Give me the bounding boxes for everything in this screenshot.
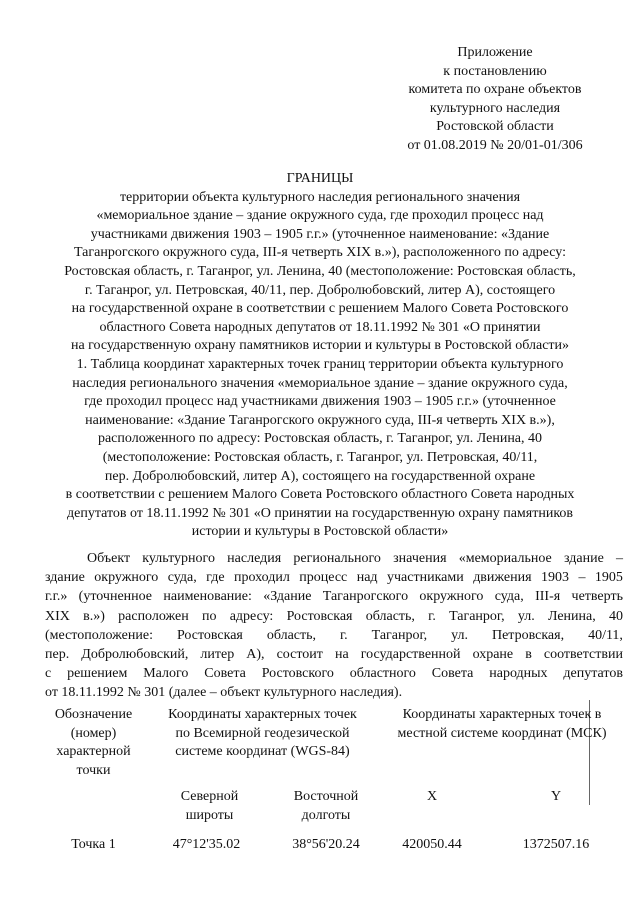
title-line: Таганрогского окружного суда, III-я четверть XIX в.»), расположенного по адресу: [73, 245, 567, 261]
title-line: участниками движения 1903 – 1905 г.г.» (уточненное наименование: «Здание [90, 226, 550, 242]
table-caption-line: 1. Таблица координат характерных точек границ территории объекта культурного [76, 357, 564, 372]
paragraph-word: регионального [293, 551, 381, 566]
table-caption-line: где проходил процесс над участниками движения 1903 – 1905 г.г.» (уточненное [84, 394, 556, 410]
title-line: «мемориальное здание – здание окружного суда, где проходил процесс над [96, 208, 544, 224]
paragraph-word: ул. [517, 608, 535, 624]
paragraph-word: Малого [143, 666, 189, 682]
table-caption-line: наследия регионального значения «мемориальное здание – здание окружного суда, [72, 375, 568, 391]
appendix-line: Приложение [457, 45, 533, 60]
paragraph-word: в [525, 647, 532, 663]
title-line: областного Совета народных депутатов от 18.11.1992 № 301 «О принятии [99, 319, 541, 335]
title-line: территории объекта культурного наследия регионального значения [119, 189, 521, 205]
table-row [45, 826, 623, 855]
paragraph-word: Ростовского [261, 666, 334, 682]
appendix-line: Ростовской области [436, 119, 554, 135]
subheader-north-latitude: Северной широты [180, 789, 239, 823]
description-paragraph [45, 549, 623, 703]
paragraph-word: 40/11, [588, 627, 623, 643]
table-caption-line: в соответствии с решением Малого Совета Ростовского областного Совета народных [65, 487, 575, 503]
paragraph-word: над [356, 570, 378, 586]
paragraph-word: движения [473, 570, 532, 586]
paragraph-word: проходил [234, 570, 290, 586]
paragraph-word: – [578, 570, 586, 586]
paragraph-line [45, 607, 623, 626]
subheader-east-longitude: Восточной долготы [293, 789, 359, 823]
appendix-line: культурного наследия [429, 100, 561, 116]
paragraph-line [45, 549, 623, 568]
paragraph-word: Добролюбовский, [81, 647, 189, 663]
paragraph-word: Таганрогского [322, 589, 409, 605]
paragraph-line [45, 645, 623, 664]
paragraph-word: процесс [299, 570, 348, 586]
paragraph-word: наследия [227, 551, 282, 566]
paragraph-word: состоит [276, 647, 323, 663]
paragraph-word: значения [393, 551, 447, 566]
paragraph-word: – [616, 551, 623, 566]
paragraph-line [45, 568, 623, 587]
paragraph-word: окружного [419, 589, 484, 605]
paragraph-word: культурного [142, 551, 215, 566]
coordinates-table [45, 706, 623, 854]
paragraph-word: Совета [204, 666, 246, 682]
paragraph-word: народных [489, 666, 548, 682]
paragraph-word: охране [472, 647, 514, 663]
table-subheader-row [45, 780, 623, 825]
table-caption [40, 356, 600, 542]
paragraph-word: г.г.» [45, 589, 68, 605]
paragraph-word: депутатов [563, 666, 623, 682]
paragraph-word: область, [266, 627, 317, 643]
paragraph-word: Таганрог, [371, 627, 428, 643]
paragraph-word: пер. [45, 647, 70, 663]
paragraph-word: Ростовская [176, 627, 243, 643]
table-caption-line: истории и культуры в Ростовской области» [191, 524, 449, 540]
paragraph-word: «Здание [263, 589, 312, 605]
document-heading: ГРАНИЦЫ [286, 171, 354, 186]
appendix-line: от 01.08.2019 № 20/01-01/306 [407, 137, 583, 153]
paragraph-word: (местоположение: [45, 627, 153, 643]
paragraph-word: Совета [431, 666, 474, 682]
header-wgs-coordinates: Координаты характерных точек по Всемирной геодезической системе координат (WGS-84) [168, 707, 357, 760]
paragraph-line [45, 626, 623, 645]
table-caption-line: пер. Добролюбовский, литер А), состоящего на государственной охране [104, 468, 536, 484]
paragraph-line [45, 664, 623, 683]
header-point-designation: Обозначение (номер) характерной точки [54, 707, 133, 778]
paragraph-word: на [334, 647, 349, 663]
paragraph-word: здание [45, 570, 85, 586]
paragraph-word: Петровская, [491, 627, 565, 643]
paragraph-word: адресу: [229, 608, 274, 624]
paragraph-line: от 18.11.1992 № 301 (далее – объект культурного наследия). [45, 685, 403, 701]
paragraph-word: ул. [451, 627, 469, 643]
title-line: Ростовская область, г. Таганрог, ул. Ленина, 40 (местоположение: Ростовская область, [64, 263, 576, 279]
paragraph-word: государственной [360, 647, 461, 663]
cell-x: 420050.44 [402, 836, 462, 852]
paragraph-word: где [206, 570, 225, 586]
appendix-line: комитета по охране объектов [408, 82, 582, 98]
paragraph-word: Таганрог, [449, 608, 505, 624]
paragraph-word: с [45, 666, 52, 682]
header-msk-coordinates: Координаты характерных точек в местной системе координат (МСК) [397, 707, 607, 741]
paragraph-line [45, 587, 623, 606]
subheader-empty [45, 780, 150, 825]
paragraph-word: литер [200, 647, 235, 663]
subheader-x: X [426, 789, 438, 805]
paragraph-word: решением [67, 666, 128, 682]
paragraph-word: участниками [387, 570, 464, 586]
paragraph-word: Ростовская [286, 608, 353, 624]
paragraph-word: г. [340, 627, 348, 643]
cell-point: Точка 1 [71, 836, 116, 852]
title-line: на государственную охрану памятников истории и культуры в Ростовской области» [70, 338, 570, 354]
paragraph-word: по [201, 608, 217, 624]
subheader-y: Y [550, 789, 562, 805]
paragraph-word: 40 [608, 608, 623, 624]
table-caption-line: наименование: «Здание Таганрогского окружного суда, III-я четверть XIX в.»), [85, 412, 555, 428]
table-caption-line: депутатов от 18.11.1992 № 301 «О принятии на государственную охрану памятников [66, 505, 574, 521]
appendix-line: к постановлению [443, 63, 547, 79]
cell-north: 47°12'35.02 [172, 836, 241, 852]
table-caption-line: расположенного по адресу: Ростовская область, г. Таганрог, ул. Ленина, 40 [97, 431, 543, 447]
paragraph-word: III-я [535, 589, 561, 605]
table-header-row [45, 706, 623, 780]
paragraph-word: областного [349, 666, 416, 682]
paragraph-word: Ленина, [547, 608, 596, 624]
paragraph-word: «мемориальное [458, 551, 552, 566]
paragraph-word: окружного [94, 570, 159, 586]
paragraph-word: наименование: [163, 589, 252, 605]
paragraph-word: 1903 [541, 570, 569, 586]
paragraph-word: в.») [83, 608, 105, 624]
appendix-header [390, 44, 600, 156]
cell-east: 38°56'20.24 [292, 836, 360, 852]
paragraph-word: суда, [167, 570, 197, 586]
paragraph-word: область, [365, 608, 415, 624]
paragraph-word: соответствии [543, 647, 623, 663]
paragraph-word: здание [563, 551, 604, 566]
title-line: на государственной охране в соответствии с решением Малого Совета Ростовского [71, 301, 569, 317]
paragraph-word: XIX [45, 608, 70, 624]
paragraph-word: 1905 [594, 570, 623, 586]
paragraph-word: расположен [118, 608, 189, 624]
paragraph-word: суда, [494, 589, 524, 605]
paragraph-word: А), [246, 647, 265, 663]
table-caption-line: (местоположение: Ростовская область, г. Таганрог, ул. Петровская, 40/11, [102, 449, 538, 465]
title-line: г. Таганрог, ул. Петровская, 40/11, пер. Добролюбовский, литер А), состоящего [84, 282, 556, 298]
document-title [40, 170, 600, 356]
paragraph-word: (уточненное [78, 589, 153, 605]
paragraph-word: г. [428, 608, 436, 624]
paragraph-word: четверть [571, 589, 623, 605]
paragraph-word: Объект [87, 551, 131, 566]
cell-y: 1372507.16 [522, 836, 590, 852]
